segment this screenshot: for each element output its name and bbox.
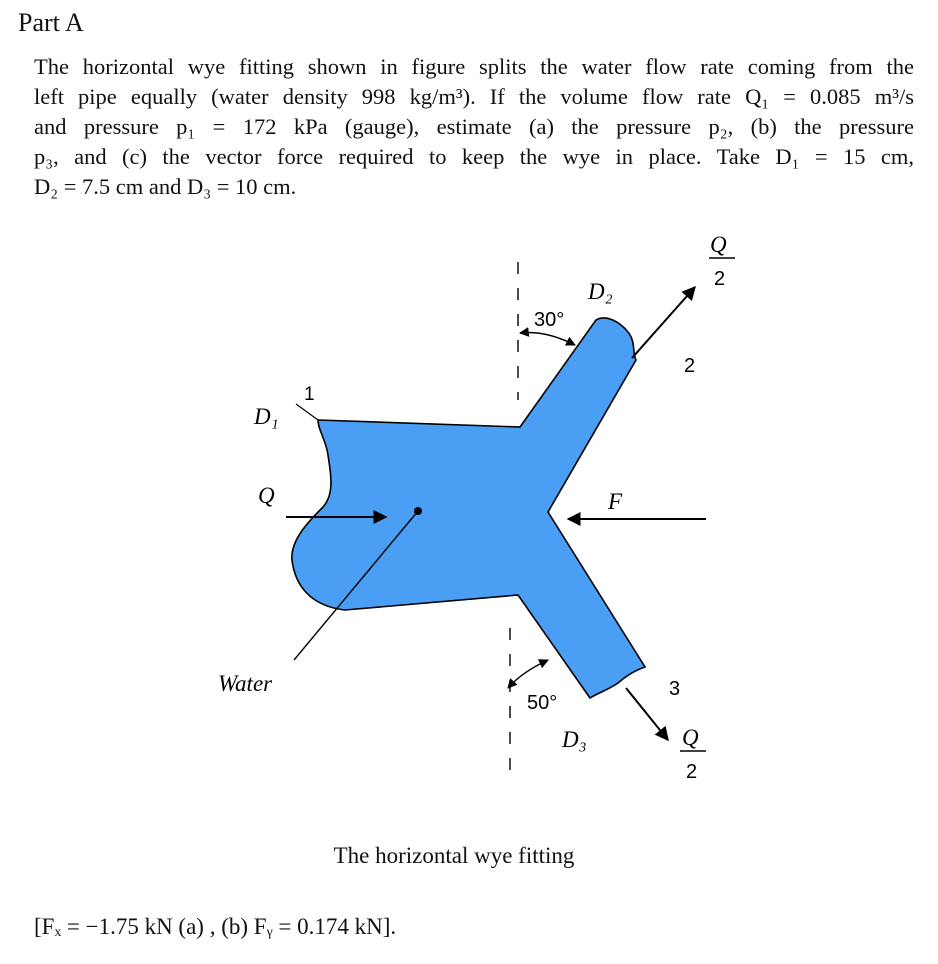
d1-label: D₁ [254,404,279,429]
water-label: Water [218,671,273,696]
q-top-numerator: Q [710,232,727,257]
section-1-label: 1 [304,384,315,405]
outflow-arrow-bottom [626,688,668,740]
d3-label: D₃ [562,727,587,752]
section-2-label: 2 [684,355,696,377]
angle-arc-top [520,333,575,346]
angle-arc-bottom [508,660,548,688]
wye-fitting-body [292,318,645,698]
d2-label: D₂ [588,279,613,304]
problem-line: p₃, and (c) the vector force required to keep the wye in place. Take D₁ = 15 cm, [34,144,914,169]
problem-line: left pipe equally (water density 998 kg/m³). If the volume flow rate Q₁ = 0.085 m³/s [34,84,914,109]
part-title: Part A [18,8,84,37]
inflow-q-label: Q [258,483,275,508]
answer-text: [Fₓ = −1.75 kN (a) , (b) Fᵧ = 0.174 kN]. [34,914,397,939]
problem-line: D₂ = 7.5 cm and D₃ = 10 cm. [34,174,297,199]
angle-30-label: 30° [534,309,565,331]
problem-line: and pressure p₁ = 172 kPa (gauge), estimate (a) the pressure p₂, (b) the pressure [34,114,914,139]
angle-50-label: 50° [527,692,558,714]
force-label: F [608,489,623,514]
q-top-denominator: 2 [714,268,726,290]
q-bottom-numerator: Q [682,725,699,750]
d1-leader [296,404,318,420]
outflow-arrow-top [632,287,695,358]
problem-line: The horizontal wye fitting shown in figure splits the water flow rate coming from the [34,54,914,79]
q-bottom-denominator: 2 [686,761,698,783]
figure-caption: The horizontal wye fitting [333,843,575,868]
water-pointer-dot [414,507,422,515]
section-3-label: 3 [669,678,681,700]
